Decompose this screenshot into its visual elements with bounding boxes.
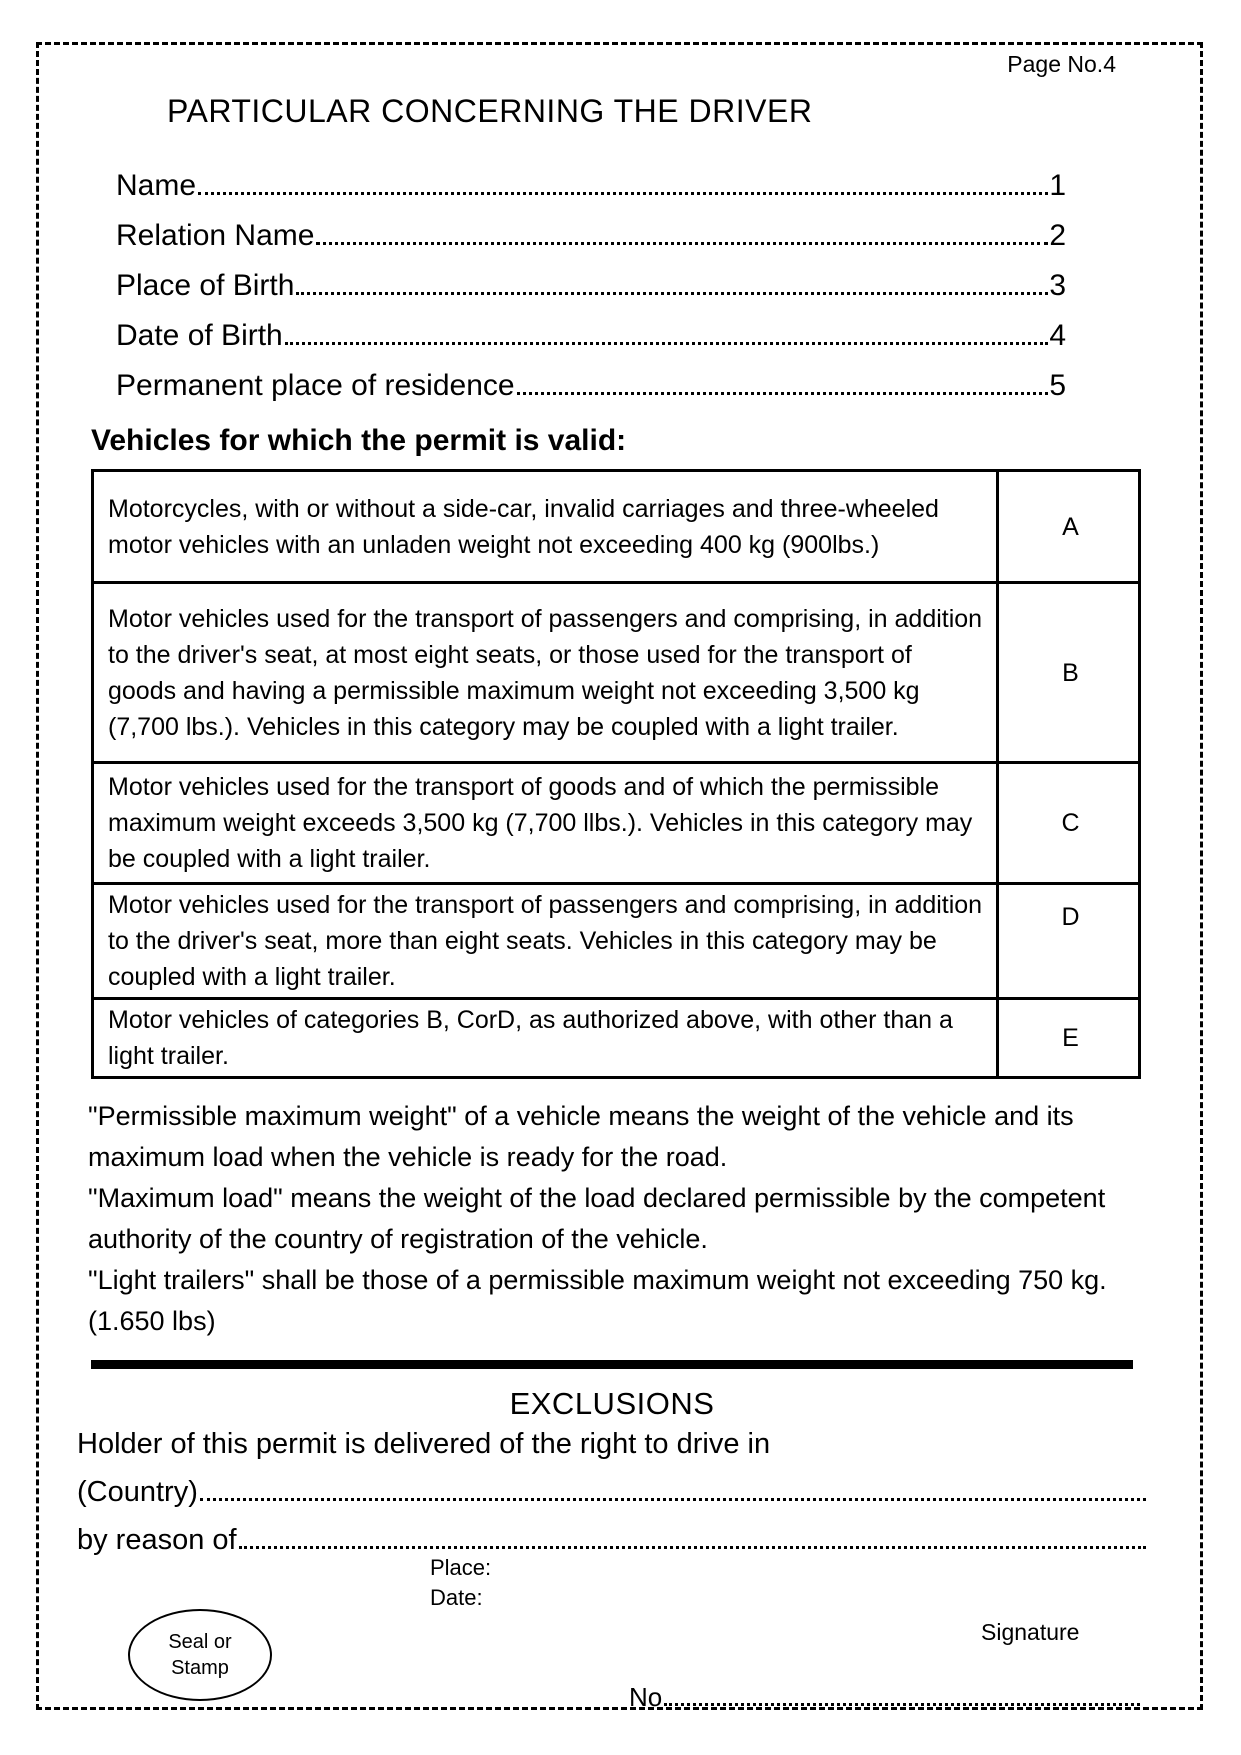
field-permanent-residence-label: Permanent place of residence [116, 369, 515, 402]
field-permanent-residence [116, 361, 1066, 411]
section-divider-rule [91, 1360, 1133, 1369]
category-c-letter: C [998, 763, 1140, 884]
category-a-description: Motorcycles, with or without a side-car, invalid carriages and three-wheeled motor vehicles with an unladen weight not exceeding 400 kg (900lbs.) [93, 471, 998, 583]
field-name [116, 161, 1066, 211]
reason-label: by reason of [77, 1524, 237, 1556]
category-d-description: Motor vehicles used for the transport of passengers and comprising, in addition to the driver's seat, more than eight seats. Vehicles in this category may be coupled with a light trailer. [93, 884, 998, 999]
field-relation-name [116, 211, 1066, 261]
dotted-leader [239, 1546, 1146, 1549]
category-a-letter: A [998, 471, 1140, 583]
dotted-leader [198, 192, 1048, 195]
category-e-letter: E [998, 999, 1140, 1078]
table-row [93, 884, 1140, 999]
page-number: Page No.4 [1007, 51, 1116, 77]
page-title: PARTICULAR CONCERNING THE DRIVER [167, 93, 813, 129]
seal-text-line2: Stamp [171, 1657, 229, 1679]
exclusions-intro-line: Holder of this permit is delivered of the right to drive in [77, 1428, 771, 1460]
signature-label: Signature [981, 1619, 1080, 1645]
country-line [77, 1468, 1147, 1516]
field-name-label: Name [116, 169, 197, 202]
dotted-leader [664, 1703, 1140, 1706]
place-date-block [430, 1553, 491, 1613]
dotted-leader [316, 242, 1048, 245]
field-relation-name-number: 2 [1049, 219, 1066, 252]
field-name-number: 1 [1049, 169, 1066, 202]
field-place-of-birth-label: Place of Birth [116, 269, 295, 302]
permit-number-line [629, 1681, 1141, 1713]
dotted-leader [517, 392, 1049, 395]
table-row [93, 763, 1140, 884]
no-label: No [629, 1682, 663, 1712]
field-relation-name-label: Relation Name [116, 219, 315, 252]
country-label: (Country) [77, 1476, 198, 1508]
category-b-description: Motor vehicles used for the transport of passengers and comprising, in addition to the driver's seat, at most eight seats, or those used for the transport of goods and having a permissible maximum weight not exceeding 3,500 kg (7,700 lbs.). Vehicles in this category may be coupled with a light trailer. [93, 583, 998, 763]
field-place-of-birth-number: 3 [1049, 269, 1066, 302]
table-row [93, 471, 1140, 583]
field-place-of-birth [116, 261, 1066, 311]
seal-text-line1: Seal or [168, 1631, 232, 1653]
vehicle-categories-table [91, 469, 1141, 1079]
category-d-letter: D [998, 884, 1140, 999]
note-permissible-maximum-weight: "Permissible maximum weight" of a vehicle means the weight of the vehicle and its maximum load when the vehicle is ready for the road. [88, 1101, 1074, 1172]
dotted-leader [200, 1498, 1146, 1501]
dotted-leader [285, 342, 1049, 345]
table-row [93, 583, 1140, 763]
definitions-notes [88, 1096, 1133, 1342]
table-row [93, 999, 1140, 1078]
place-label: Place: [430, 1555, 492, 1580]
dotted-leader [296, 292, 1048, 295]
seal-or-stamp-ellipse [128, 1609, 272, 1701]
category-e-description: Motor vehicles of categories B, CorD, as authorized above, with other than a light trailer. [93, 999, 998, 1078]
field-permanent-residence-number: 5 [1049, 369, 1066, 402]
vehicles-section-heading: Vehicles for which the permit is valid: [91, 424, 627, 457]
category-c-description: Motor vehicles used for the transport of goods and of which the permissible maximum weight exceeds 3,500 kg (7,700 llbs.). Vehicles in this category may be coupled with a light trailer. [93, 763, 998, 884]
exclusions-heading: EXCLUSIONS [509, 1386, 715, 1421]
field-date-of-birth-number: 4 [1049, 319, 1066, 352]
category-b-letter: B [998, 583, 1140, 763]
note-light-trailers: "Light trailers" shall be those of a permissible maximum weight not exceeding 750 kg. (1.650 lbs) [88, 1265, 1107, 1336]
field-date-of-birth [116, 311, 1066, 361]
reason-line [77, 1516, 1147, 1564]
permit-page [36, 42, 1203, 1710]
note-maximum-load: "Maximum load" means the weight of the load declared permissible by the competent authority of the country of registration of the vehicle. [88, 1183, 1106, 1254]
field-date-of-birth-label: Date of Birth [116, 319, 283, 352]
exclusions-block [77, 1420, 1147, 1564]
driver-particulars-fields [116, 161, 1066, 411]
date-label: Date: [430, 1585, 483, 1610]
